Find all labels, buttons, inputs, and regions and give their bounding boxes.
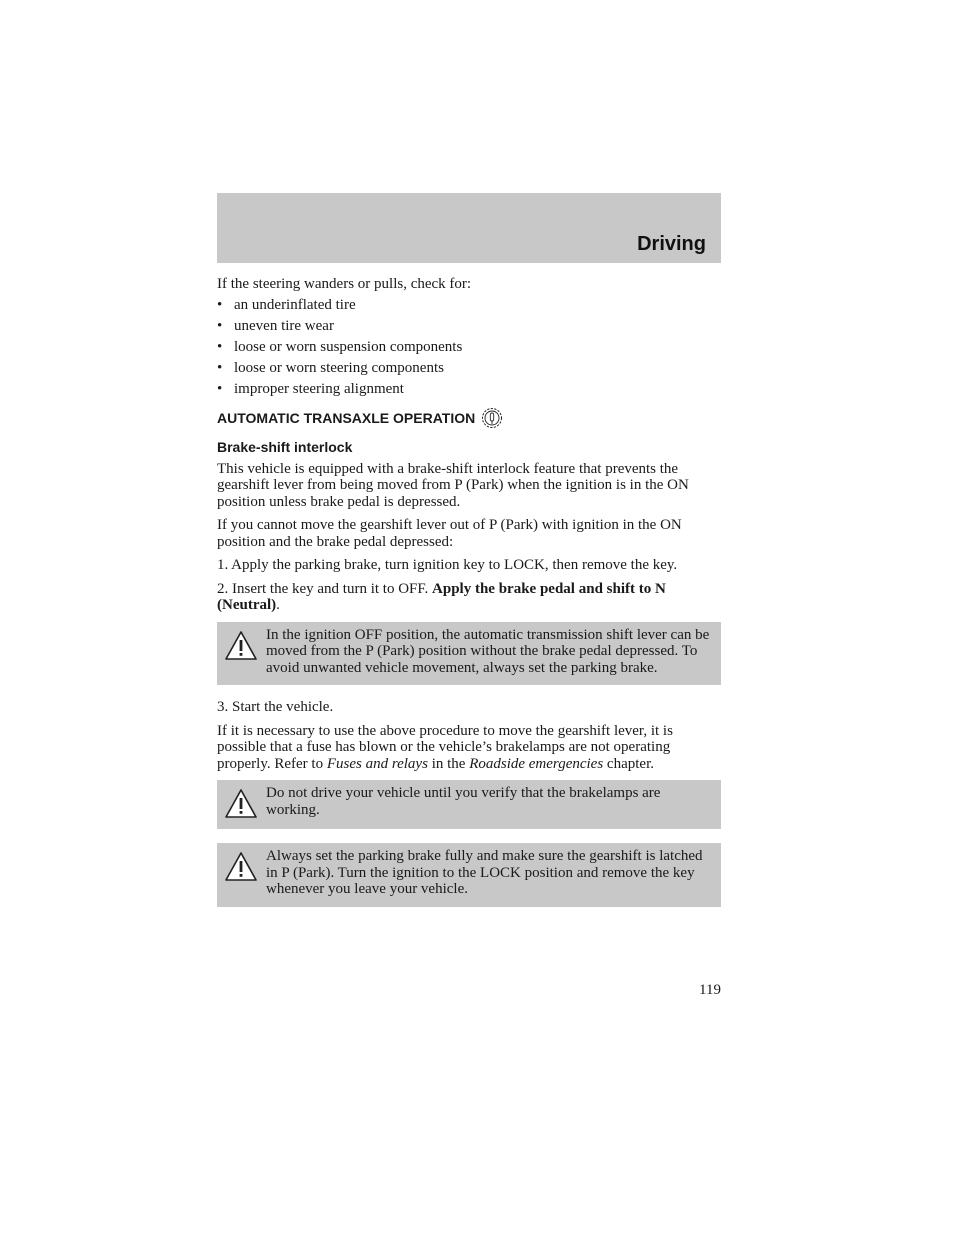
list-item: • an underinflated tire [217,296,356,313]
page-content [217,276,721,921]
list-item: • loose or worn steering components [217,359,444,376]
warning-text: Do not drive your vehicle until you verify that the brakelamps are working. [266,785,661,818]
bullet-icon: • [217,338,223,355]
transaxle-gear-icon [481,407,503,429]
step-2-emphasis: Apply the brake pedal and shift to N (Neutral) [217,580,666,614]
reference-fuses: Fuses and relays [326,755,428,772]
intro-text: If the steering wanders or pulls, check for: [217,276,472,292]
warning-box [217,780,721,829]
warning-box [217,622,721,686]
bullet-icon: • [217,359,223,376]
warning-triangle-icon [224,630,258,662]
bullet-icon: • [217,296,223,313]
section-title: AUTOMATIC TRANSAXLE OPERATION [217,410,476,427]
list-item: • uneven tire wear [217,317,334,334]
step-3: 3. Start the vehicle. [217,699,334,716]
paragraph: If it is necessary to use the above procedure to move the gearshift lever, it is possible that a fuse has blown or the vehicle’s brakelamps are not operating properly. Refer to Fuses and relays in the Roadside emergencies chapter. [217,722,673,772]
warning-text: In the ignition OFF position, the automatic transmission shift lever can be moved from the P (Park) position without the brake pedal depressed. To avoid unwanted vehicle movement, always set the parking brake. [266,626,710,676]
reference-roadside: Roadside emergencies [469,755,604,772]
chapter-title: Driving [637,233,706,255]
paragraph: This vehicle is equipped with a brake-shift interlock feature that prevents the gearshift lever from being moved from P (Park) when the ignition is in the ON position unless brake pedal is depressed. [217,460,689,510]
warning-triangle-icon [224,788,258,820]
list-item: • loose or worn suspension components [217,338,463,355]
step-1: 1. Apply the parking brake, turn ignition key to LOCK, then remove the key. [217,557,678,574]
bullet-icon: • [217,380,223,397]
bullet-icon: • [217,317,223,334]
steering-check-list [217,297,721,398]
warning-triangle-icon [224,851,258,883]
subsection-title: Brake-shift interlock [217,439,353,456]
page-number: 119 [699,982,721,998]
list-item: • improper steering alignment [217,380,404,397]
paragraph: If you cannot move the gearshift lever out of P (Park) with ignition in the ON position and the brake pedal depressed: [217,517,682,550]
warning-text: Always set the parking brake fully and make sure the gearshift is latched in P (Park). Turn the ignition to the LOCK position and remove the key whenever you leave your vehicle. [266,848,703,898]
warning-box [217,843,721,907]
section-heading [217,407,721,429]
step-2: 2. Insert the key and turn it to OFF. Apply the brake pedal and shift to N (Neutral). [217,580,666,614]
chapter-header-band [217,193,721,263]
